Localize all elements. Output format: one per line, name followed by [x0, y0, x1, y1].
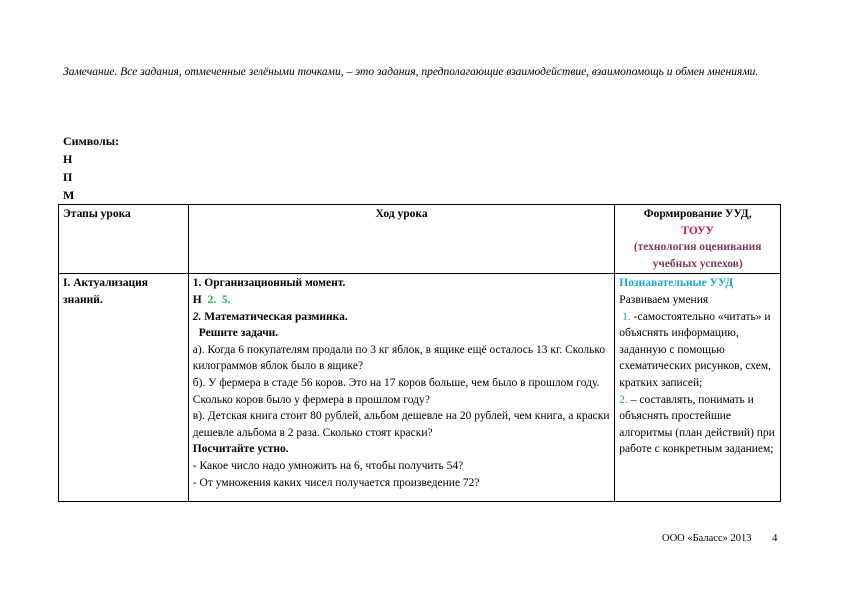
stage-cell: I. Актуализация знаний. — [59, 274, 189, 502]
math-warmup-label: Математическая разминка. — [204, 310, 348, 323]
lesson-table — [58, 204, 781, 502]
symbol-m: М — [63, 188, 75, 202]
uud-item-2-text: – составлять, понимать и объяснять простейшие алгоритмы (план действий) при работе с конкретным заданием; — [619, 393, 775, 456]
uud-item-2-number: 2. — [619, 393, 628, 406]
header-uud-line1: Формирование УУД, — [643, 208, 752, 220]
symbols-title: Символы: — [63, 134, 120, 148]
symbols-block — [63, 132, 119, 204]
header-toyy: ТОУУ — [681, 224, 714, 237]
uud-title: Познавательные УУД — [619, 277, 734, 290]
count-orally: Посчитайте устно. — [192, 443, 289, 456]
page-footer — [662, 533, 777, 544]
header-lesson-flow: Ход урока — [188, 205, 615, 274]
green-number-2: 2. — [207, 293, 217, 306]
symbol-p: П — [63, 170, 73, 184]
page-number: 4 — [772, 533, 778, 544]
header-toyy-desc: (технология оценивания учебных успехов) — [633, 241, 762, 270]
org-moment: 1. Организационный момент. — [192, 277, 346, 290]
uud-cell — [615, 274, 781, 502]
uud-item-1-text: -самостоятельно «читать» и объяснять информацию, заданную с помощью схематических рисунков, схем, кратких записей; — [619, 310, 772, 389]
oral-question-2: - От умножения каких чисел получается произведение 72? — [192, 476, 480, 489]
oral-question-1: - Какое число надо умножить на 6, чтобы получить 54? — [192, 459, 464, 472]
uud-item-1-number: 1. — [622, 310, 631, 323]
solve-tasks: Решите задачи. — [198, 327, 279, 340]
math-warmup-number: 2. — [192, 310, 202, 323]
lesson-flow-cell — [188, 274, 615, 502]
table-row — [59, 274, 781, 502]
symbol-line — [193, 292, 611, 309]
note-paragraph: Замечание. Все задания, отмеченные зелёными точками, – это задания, предполагающие взаимодействие, взаимопомощь и обмен мнениями. — [63, 66, 759, 78]
task-c: в). Детская книга стоит 80 рублей, альбом дешевле на 20 рублей, чем книга, а краски дешевле альбома в 2 раза. Сколько стоят краски? — [192, 410, 610, 439]
symbol-n: Н — [63, 152, 73, 166]
symbol-n-label: Н — [192, 293, 202, 306]
green-number-5: 5. — [221, 293, 231, 306]
header-stages: Этапы урока — [59, 205, 189, 274]
header-uud — [615, 205, 781, 274]
footer-company: ООО «Баласс» 2013 — [662, 533, 752, 544]
table-header-row — [59, 205, 781, 274]
task-a: а). Когда 6 покупателям продали по 3 кг яблок, в ящике ещё осталось 13 кг. Сколько килограммов яблок было в ящике? — [192, 343, 606, 373]
uud-item-2 — [619, 392, 776, 458]
task-b: б). У фермера в стаде 56 коров. Это на 17 коров больше, чем было в прошлом году. Сколько коров было у фермера в прошлом году? — [192, 376, 600, 406]
uud-item-1 — [619, 309, 776, 392]
math-warmup — [193, 309, 611, 326]
uud-develop: Развиваем умения — [619, 293, 709, 306]
